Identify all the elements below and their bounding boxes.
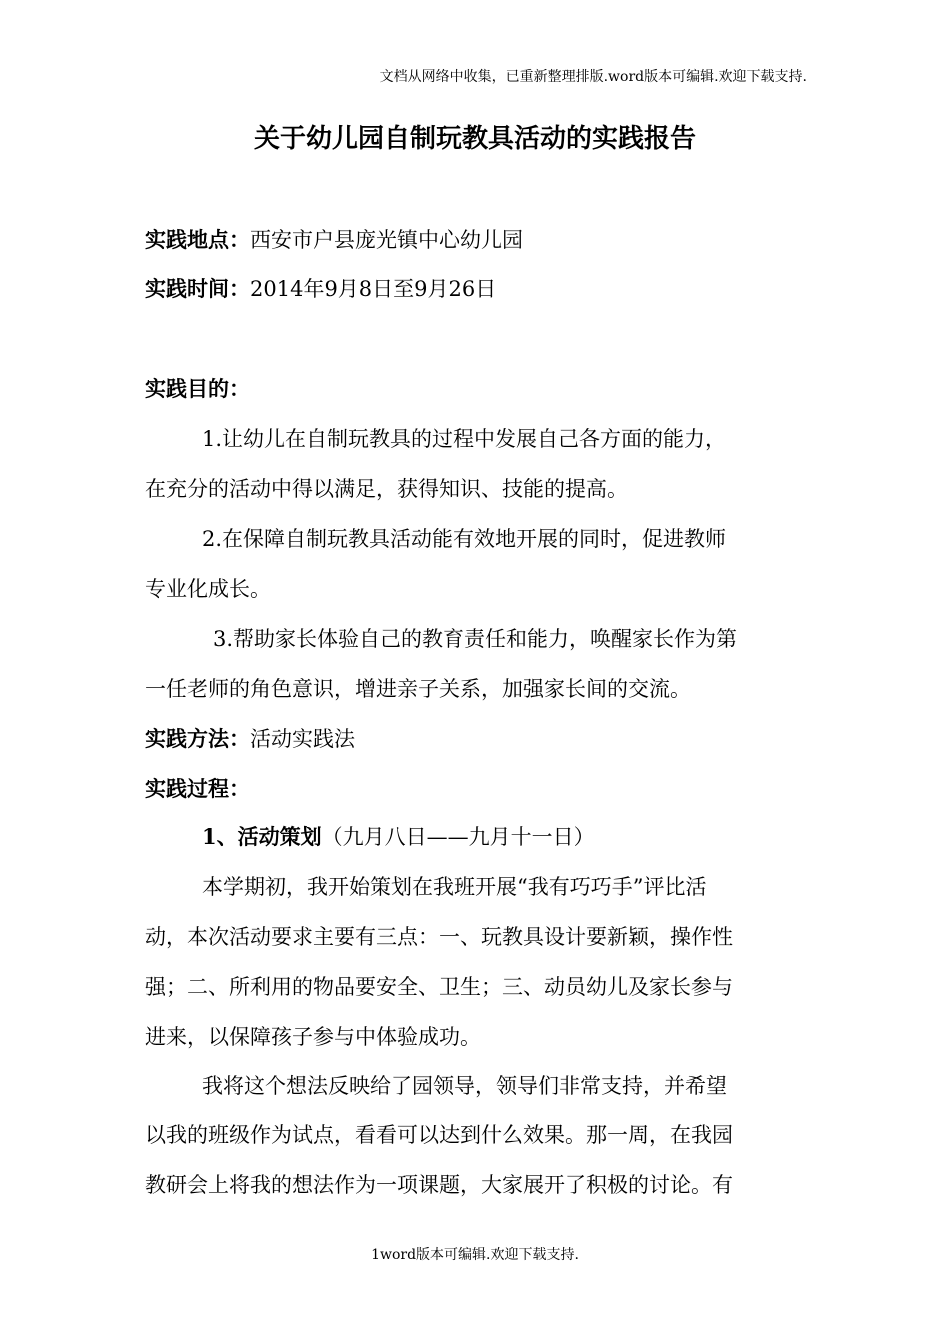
- purpose-item-3-line-2: 一任老师的角色意识，增进亲子关系，加强家长间的交流。: [145, 677, 691, 701]
- process-step-1-dates: （九月八日——九月十一日）: [321, 825, 595, 849]
- purpose-item-3-line-1: 3.帮助家长体验自己的教育责任和能力，唤醒家长作为第: [213, 627, 738, 651]
- time-value: 2014年9月8日至9月26日: [250, 277, 497, 301]
- method-line: [145, 724, 355, 754]
- process-para-2-line-3: 教研会上将我的想法作为一项课题，大家展开了积极的讨论。有: [145, 1173, 733, 1197]
- location-line: [145, 225, 523, 255]
- process-para-1-line-4: 进来，以保障孩子参与中体验成功。: [145, 1025, 481, 1049]
- purpose-item-2-line-1: 2.在保障自制玩教具活动能有效地开展的同时，促进教师: [202, 527, 727, 551]
- location-value: 西安市户县庞光镇中心幼儿园: [250, 228, 523, 252]
- process-label: 实践过程：: [145, 776, 250, 801]
- process-para-1-line-2: 动，本次活动要求主要有三点：一、玩教具设计要新颖，操作性: [145, 925, 733, 949]
- time-line: [145, 274, 496, 304]
- time-label: 实践时间：: [145, 276, 250, 301]
- purpose-item-1-line-2: 在充分的活动中得以满足，获得知识、技能的提高。: [145, 477, 628, 501]
- method-value: 活动实践法: [250, 727, 355, 751]
- process-para-1-line-3: 强；二、所利用的物品要安全、卫生；三、动员幼儿及家长参与: [145, 975, 733, 999]
- purpose-item-2-line-2: 专业化成长。: [145, 577, 271, 601]
- process-step-1-heading: [202, 822, 595, 852]
- purpose-heading: [145, 374, 250, 404]
- header-note: 文档从网络中收集，已重新整理排版.word版本可编辑.欢迎下载支持.: [379, 69, 807, 85]
- document-title: 关于幼儿园自制玩教具活动的实践报告: [253, 124, 696, 154]
- method-label: 实践方法：: [145, 726, 250, 751]
- purpose-label: 实践目的：: [145, 376, 250, 401]
- footer-note: 1word版本可编辑.欢迎下载支持.: [371, 1247, 579, 1263]
- process-para-1-line-1: 本学期初，我开始策划在我班开展“我有巧巧手”评比活: [202, 875, 707, 899]
- process-step-1-label: 1、活动策划: [202, 824, 322, 849]
- location-label: 实践地点：: [145, 227, 250, 252]
- purpose-item-1-line-1: 1.让幼儿在自制玩教具的过程中发展自己各方面的能力，: [202, 427, 727, 451]
- process-heading: [145, 774, 250, 804]
- process-para-2-line-2: 以我的班级作为试点，看看可以达到什么效果。那一周，在我园: [145, 1123, 733, 1147]
- process-para-2-line-1: 我将这个想法反映给了园领导，领导们非常支持，并希望: [202, 1074, 727, 1098]
